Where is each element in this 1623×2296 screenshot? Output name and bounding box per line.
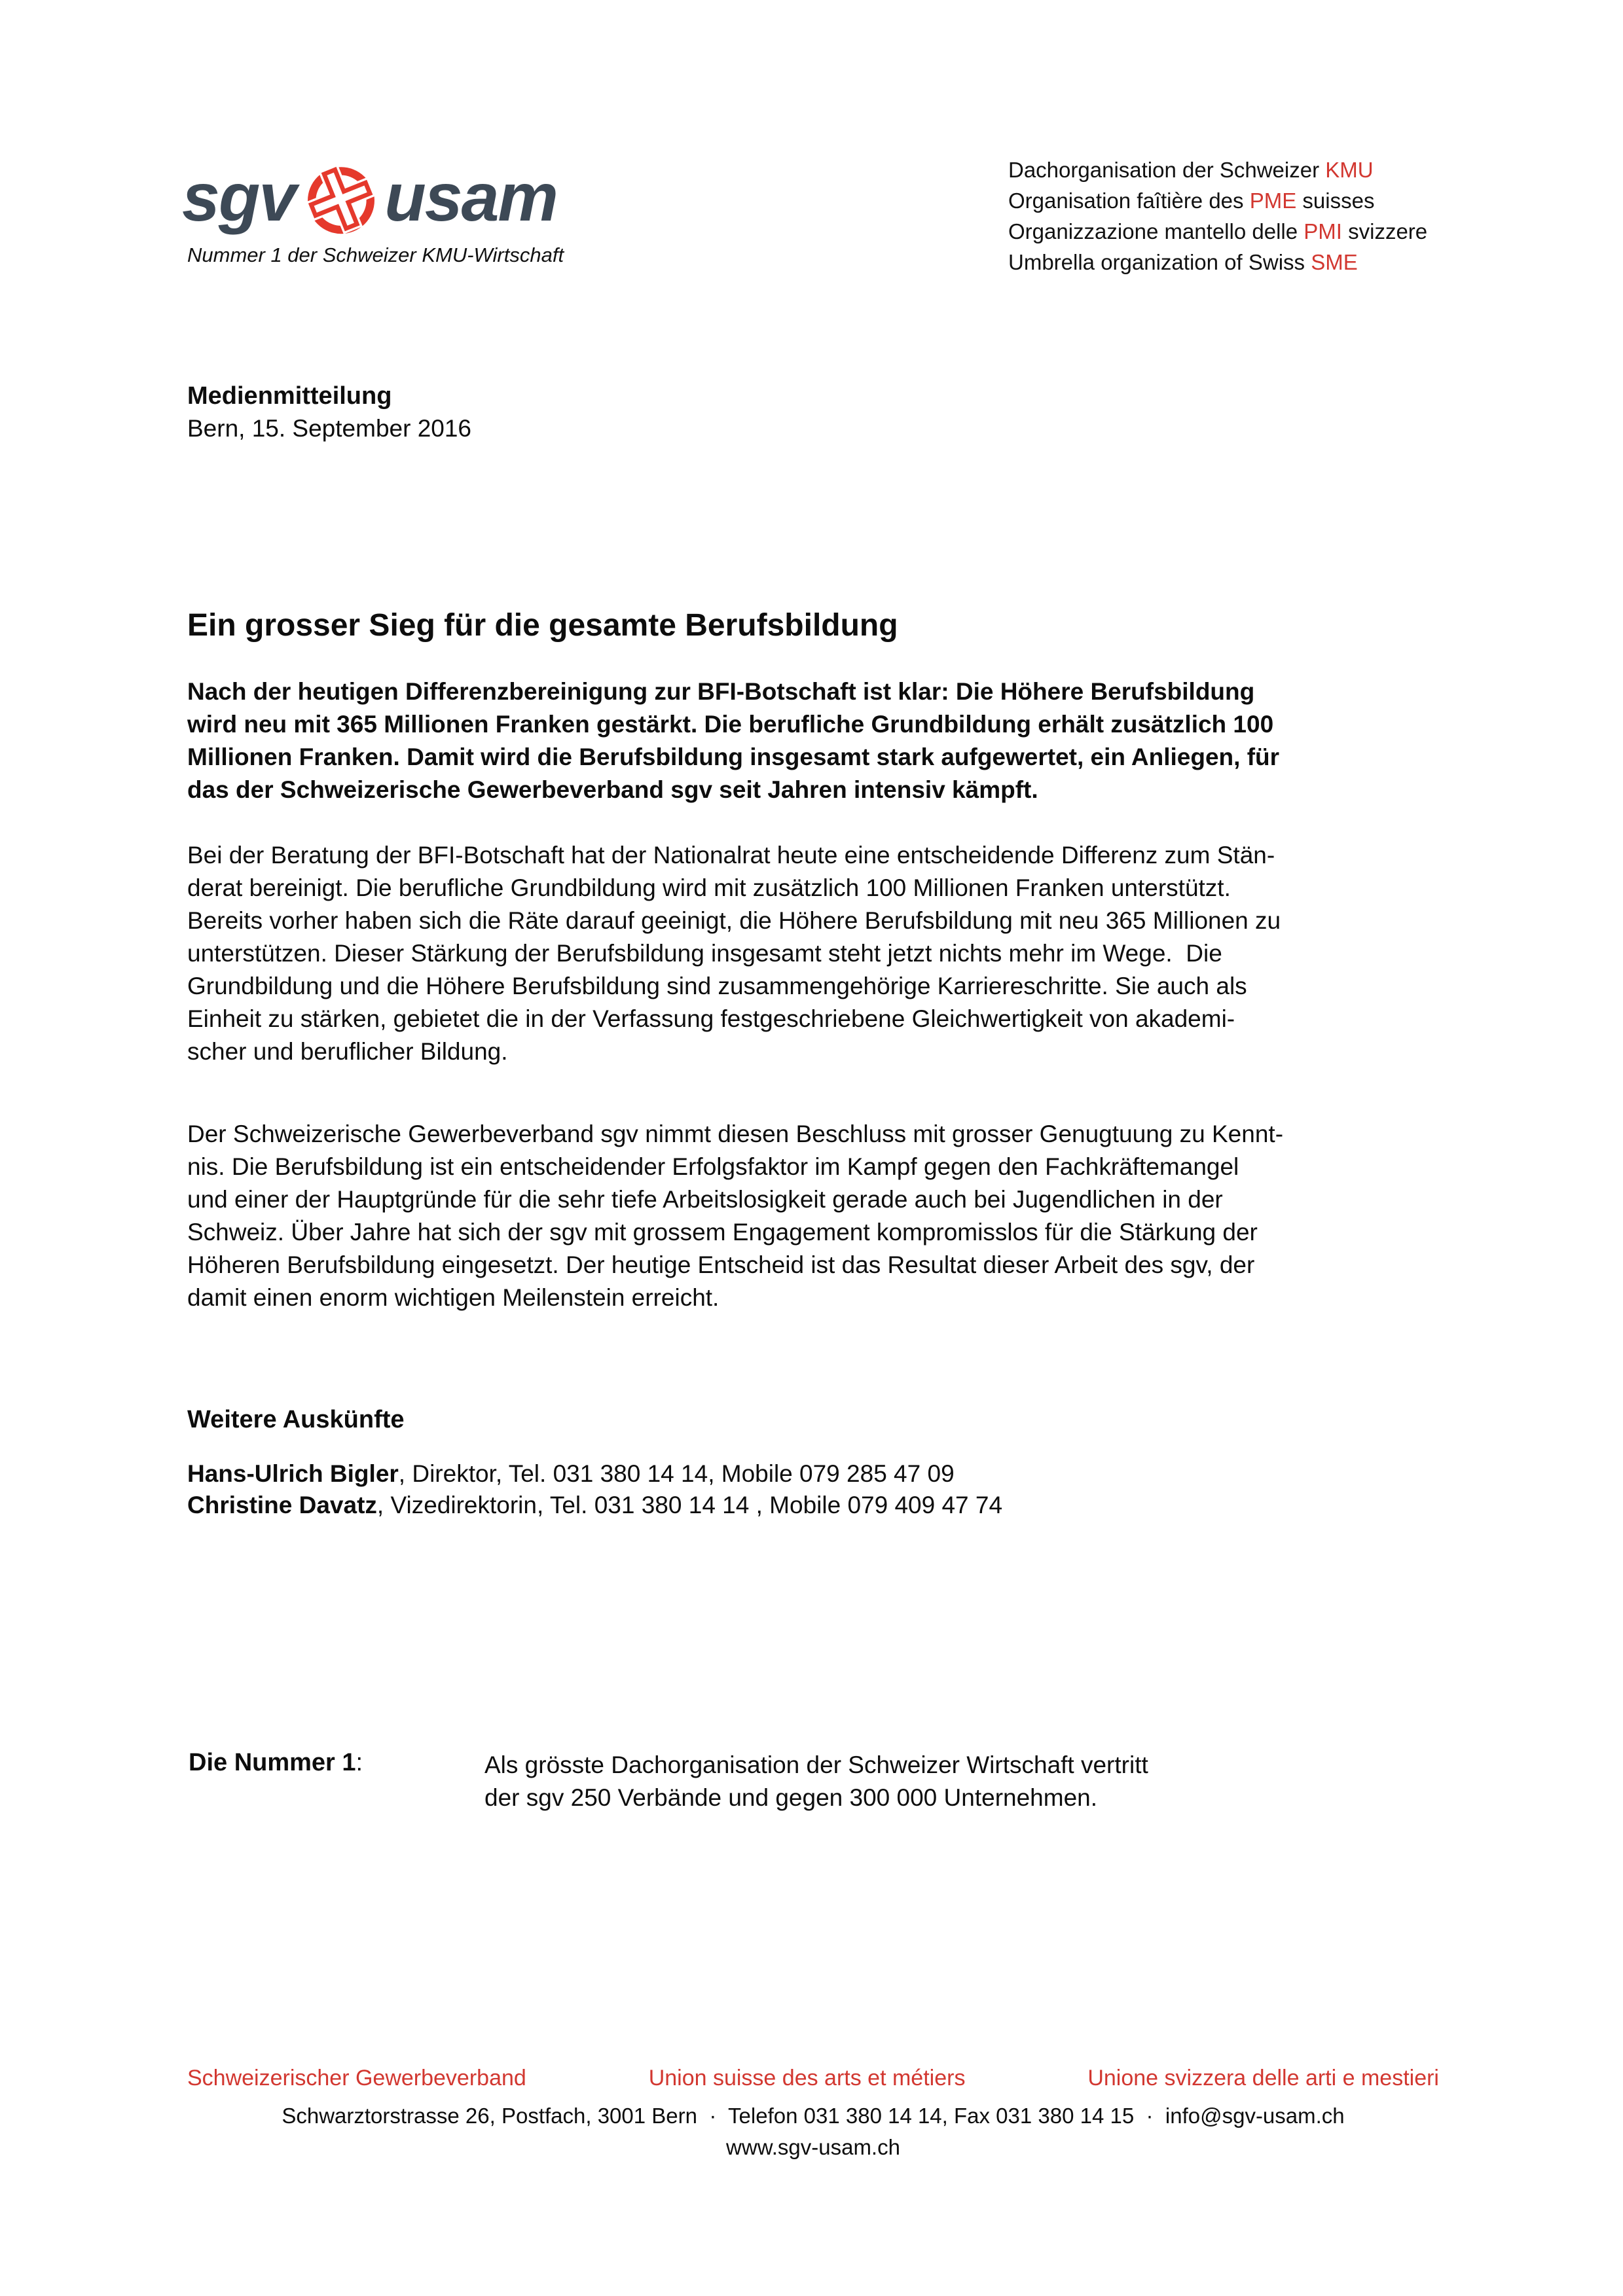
document-type: Medienmitteilung [187,382,392,410]
contacts-list [187,1458,1002,1521]
org-line-en [1008,247,1427,278]
body-line: Höheren Berufsbildung eingesetzt. Der heutige Entscheid ist das Resultat dieser Arbeit des sgv, der [187,1251,1255,1278]
org-line-de-text: Dachorganisation der Schweizer [1008,158,1326,182]
lead-line: wird neu mit 365 Millionen Franken gestärkt. Die berufliche Grundbildung erhält zusätzlich 100 [187,711,1274,738]
contact-entry [187,1458,1002,1490]
org-line-de-acronym: KMU [1325,158,1374,182]
org-line-fr [1008,185,1427,216]
contact-details: , Direktor, Tel. 031 380 14 14, Mobile 079 285 47 09 [398,1460,955,1487]
org-line-it [1008,216,1427,247]
org-line-it-post: svizzere [1341,219,1428,243]
number-one-label [189,1749,363,1777]
body-line: Grundbildung und die Höhere Berufsbildung sind zusammengehörige Karriereschritte. Sie auch als [187,973,1247,999]
body-line: nis. Die Berufsbildung ist ein entscheidender Erfolgsfaktor im Kampf gegen den Fachkräftemangel [187,1153,1239,1180]
org-line-it-text: Organizzazione mantello delle [1008,219,1304,243]
body-line: derat bereinigt. Die berufliche Grundbildung wird mit zusätzlich 100 Millionen Franken unterstützt. [187,874,1231,901]
contact-name: Hans-Ulrich Bigler [187,1460,399,1487]
org-line-en-acronym: SME [1311,250,1358,274]
footer-org-it: Unione svizzera delle arti e mestieri [1087,2066,1439,2090]
org-line-fr-post: suisses [1296,188,1375,213]
footer-website: www.sgv-usam.ch [726,2135,900,2159]
body-line: damit einen enorm wichtigen Meilenstein erreicht. [187,1284,720,1311]
contact-name: Christine Davatz [187,1492,377,1518]
dateline: Bern, 15. September 2016 [187,415,472,442]
body-paragraph-1 [187,839,1439,1068]
logo-word-usam: usam [384,160,557,236]
logo-word-sgv: sgv [182,160,296,236]
footer-address: Schwarztorstrasse 26, Postfach, 3001 Bern · Telefon 031 380 14 14, Fax 031 380 14 15 · info@sgv-usam.ch [282,2104,1345,2128]
number-one-line: Als grösste Dachorganisation der Schweizer Wirtschaft vertritt [484,1751,1148,1778]
body-line: scher und beruflicher Bildung. [187,1038,508,1065]
lead-paragraph [187,675,1439,806]
body-line: Bei der Beratung der BFI-Botschaft hat der Nationalrat heute eine entscheidende Differenz zum Stän- [187,842,1275,869]
org-line-fr-acronym: PME [1249,188,1297,213]
number-one-label-text: Die Nummer 1 [189,1749,356,1776]
footer-org-de: Schweizerischer Gewerbeverband [187,2066,526,2090]
body-paragraph-2 [187,1118,1439,1314]
body-line: Schweiz. Über Jahre hat sich der sgv mit grossem Engagement kompromisslos für die Stärkung der [187,1219,1258,1246]
contact-entry [187,1490,1002,1521]
document-meta [187,380,471,445]
headline: Ein grosser Sieg für die gesamte Berufsbildung [187,608,898,643]
logo-tagline: Nummer 1 der Schweizer KMU-Wirtschaft [187,243,564,266]
swiss-cross-ring-icon [304,162,378,236]
body-line: unterstützen. Dieser Stärkung der Berufsbildung insgesamt steht jetzt nichts mehr im Wege. Die [187,940,1222,967]
body-line: Bereits vorher haben sich die Räte darauf geeinigt, die Höhere Berufsbildung mit neu 365 Millionen zu [187,907,1281,934]
lead-line: Nach der heutigen Differenzbereinigung zur BFI-Botschaft ist klar: Die Höhere Berufsbildung [187,678,1255,705]
sgv-usam-logo [182,158,557,237]
number-one-line: der sgv 250 Verbände und gegen 300 000 Unternehmen. [484,1784,1098,1811]
organization-descriptions [1008,154,1427,278]
lead-line: Millionen Franken. Damit wird die Berufsbildung insgesamt stark aufgewertet, ein Anliegen, für [187,744,1280,770]
body-line: und einer der Hauptgründe für die sehr tiefe Arbeitslosigkeit gerade auch bei Jugendlichen in der [187,1186,1223,1213]
footer-org-fr: Union suisse des arts et métiers [648,2066,966,2090]
lead-line: das der Schweizerische Gewerbeverband sgv seit Jahren intensiv kämpft. [187,776,1038,803]
org-line-de [1008,154,1427,185]
org-line-it-acronym: PMI [1304,219,1342,243]
body-line: Der Schweizerische Gewerbeverband sgv nimmt diesen Beschluss mit grosser Genugtuung zu Kennt- [187,1121,1284,1147]
contacts-heading: Weitere Auskünfte [187,1406,405,1433]
org-line-fr-text: Organisation faîtière des [1008,188,1250,213]
number-one-colon: : [356,1749,363,1776]
footer-organization-names [187,2066,1439,2091]
body-line: Einheit zu stärken, gebietet die in der Verfassung festgeschriebene Gleichwertigkeit von akademi- [187,1005,1235,1032]
number-one-description [484,1749,1270,1814]
org-line-en-text: Umbrella organization of Swiss [1008,250,1311,274]
contact-details: , Vizedirektorin, Tel. 031 380 14 14 , Mobile 079 409 47 74 [376,1492,1003,1518]
